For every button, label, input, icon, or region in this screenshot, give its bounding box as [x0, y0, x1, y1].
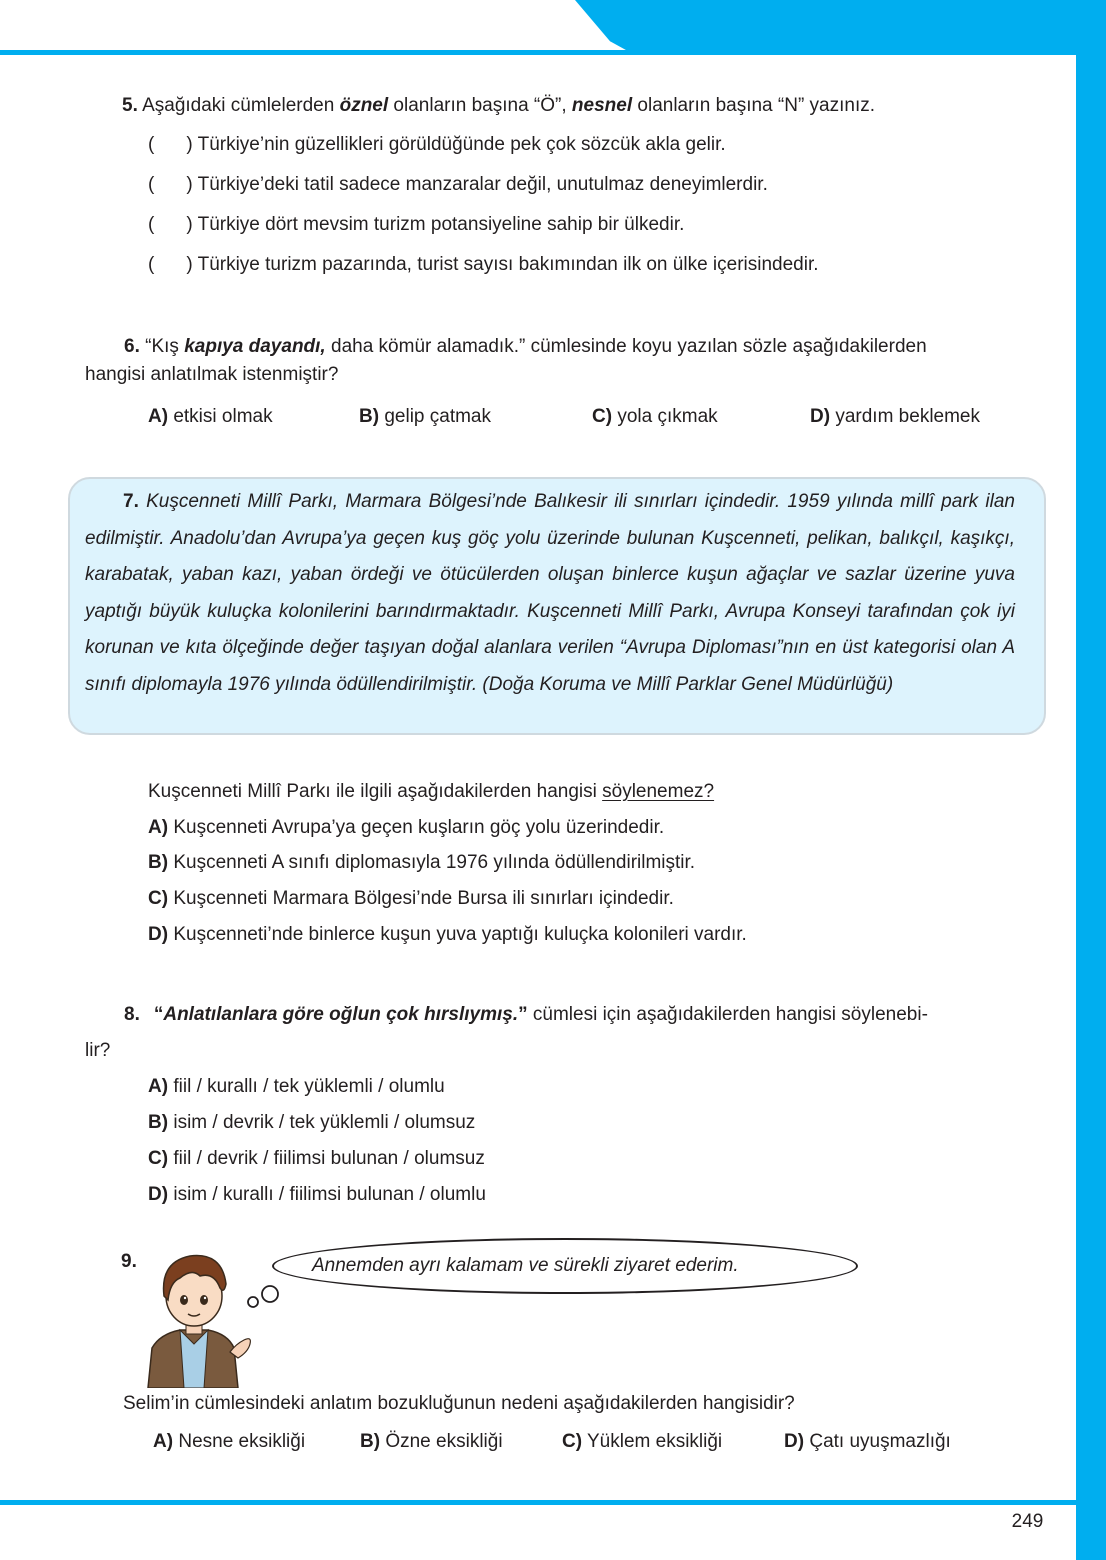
q8-prompt-line2: lir? — [85, 1040, 111, 1061]
q7-option-d[interactable]: D) Kuşcenneti’nde binlerce kuşun yuva yaptığı kuluçka kolonileri vardır. — [148, 924, 747, 945]
q6-option-b[interactable]: B) gelip çatmak — [359, 406, 492, 427]
q8-option-a[interactable]: A) fiil / kurallı / tek yüklemli / olumlu — [148, 1076, 445, 1097]
q9-option-a[interactable]: A) Nesne eksikliği — [153, 1431, 306, 1452]
q6-prompt-line2: hangisi anlatılmak istenmiştir? — [85, 364, 339, 385]
q8-option-d[interactable]: D) isim / kurallı / fiilimsi bulunan / olumlu — [148, 1184, 486, 1205]
q8-option-c[interactable]: C) fiil / devrik / fiilimsi bulunan / olumsuz — [148, 1148, 485, 1169]
right-border — [1076, 0, 1106, 1560]
q7-passage: 7. Kuşcenneti Millî Parkı, Marmara Bölgesi’nde Balıkesir ili sınırları içindedir. 1959 yılında millî park ilan edilmiştir. Anadolu’dan Avrupa’ya geçen kuş göç yolu üzerinde bulunan Kuşcenneti, pelikan, balıkçıl, kaşıkçı, karabatak, yaban kazı, yaban ördeği ve ötücülerden oluşan binlerce kuşun ağaçlar ve sazlar üzerine yuva yaptığı büyük kuluçka kolonilerini barındırmaktadır. Kuşcenneti Millî Parkı, Avrupa Konseyi tarafından çok iyi korunan ve kıta ölçeğinde değer taşıyan doğal alanlara verilen “Avrupa Diploması”nın en üst kategorisi olan A sınıfı diplomayla 1976 yılında ödüllendirilmiştir. (Doğa Koruma ve Millî Parklar Genel Müdürlüğü) — [85, 491, 1015, 695]
q5-item[interactable]: ( ) Türkiye turizm pazarında, turist sayısı bakımından ilk on ülke içerisindedir. — [148, 254, 819, 275]
q6-option-c[interactable]: C) yola çıkmak — [592, 406, 718, 427]
q7-option-c[interactable]: C) Kuşcenneti Marmara Bölgesi’nde Bursa ili sınırları içindedir. — [148, 888, 674, 909]
q7-option-b[interactable]: B) Kuşcenneti A sınıfı diplomasıyla 1976 yılında ödüllendirilmiştir. — [148, 852, 696, 873]
q8-prompt: 8. “Anlatılanlara göre oğlun çok hırslıymış.” cümlesi için aşağıdakilerden hangisi söylenebi- — [124, 1004, 928, 1025]
bottom-border — [0, 1500, 1080, 1505]
q9-option-b[interactable]: B) Özne eksikliği — [360, 1431, 503, 1452]
q6-option-d[interactable]: D) yardım beklemek — [810, 406, 981, 427]
page-number: 249 — [995, 1508, 1060, 1536]
q5-item[interactable]: ( ) Türkiye dört mevsim turizm potansiyeline sahip bir ülkedir. — [148, 214, 685, 235]
q5-item[interactable]: ( ) Türkiye’deki tatil sadece manzaralar değil, unutulmaz deneyimlerdir. — [148, 174, 768, 195]
q9-number: 9. — [121, 1251, 137, 1272]
q5-item[interactable]: ( ) Türkiye’nin güzellikleri görüldüğünde pek çok sözcük akla gelir. — [148, 134, 726, 155]
q6-option-a[interactable]: A) etkisi olmak — [148, 406, 273, 427]
q9-question: Selim’in cümlesindeki anlatım bozukluğunun nedeni aşağıdakilerden hangisidir? — [123, 1393, 795, 1414]
q9-option-c[interactable]: C) Yüklem eksikliği — [562, 1431, 723, 1452]
q9-option-d[interactable]: D) Çatı uyuşmazlığı — [784, 1431, 951, 1452]
speech-bubble-text: Annemden ayrı kalamam ve sürekli ziyaret ederim. — [312, 1255, 739, 1276]
top-tab — [575, 0, 1106, 55]
boy-illustration — [140, 1248, 260, 1388]
q7-question: Kuşcenneti Millî Parkı ile ilgili aşağıdakilerden hangisi söylenemez? — [148, 781, 715, 802]
thought-bubble-circles — [244, 1282, 284, 1310]
q5-prompt: 5. Aşağıdaki cümlelerden öznel olanların başına “Ö”, nesnel olanların başına “N” yazınız. — [122, 95, 876, 116]
q7-option-a[interactable]: A) Kuşcenneti Avrupa’ya geçen kuşların göç yolu üzerindedir. — [148, 817, 665, 838]
q8-option-b[interactable]: B) isim / devrik / tek yüklemli / olumsuz — [148, 1112, 476, 1133]
q6-prompt: 6. “Kış kapıya dayandı, daha kömür alamadık.” cümlesinde koyu yazılan sözle aşağıdakilerden — [124, 336, 927, 357]
